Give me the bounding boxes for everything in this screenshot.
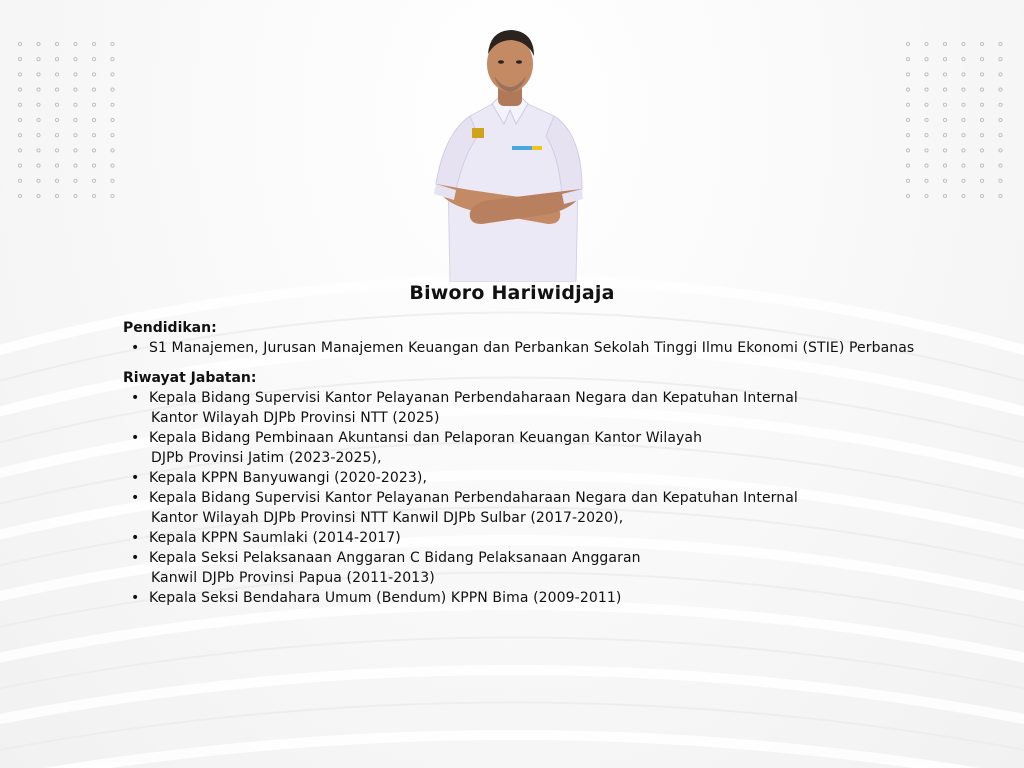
profile-photo [430, 24, 590, 282]
career-item [123, 548, 983, 588]
career-list [123, 388, 983, 608]
career-item [123, 528, 983, 548]
career-item [123, 468, 983, 488]
career-item-line1: Kepala Seksi Pelaksanaan Anggaran C Bidang Pelaksanaan Anggaran [149, 550, 641, 566]
career-item-line1: Kepala Bidang Pembinaan Akuntansi dan Pelaporan Keuangan Kantor Wilayah [149, 430, 703, 446]
career-item [123, 488, 983, 528]
career-item-line2: Kantor Wilayah DJPb Provinsi NTT (2025) [151, 410, 440, 426]
profile-details [123, 318, 983, 608]
career-item-line1: Kepala Seksi Bendahara Umum (Bendum) KPPN Bima (2009-2011) [149, 590, 622, 606]
career-item [123, 588, 983, 608]
career-heading: Riwayat Jabatan: [123, 370, 257, 386]
career-item-line1: Kepala Bidang Supervisi Kantor Pelayanan Perbendaharaan Negara dan Kepatuhan Internal [149, 390, 798, 406]
career-item-line1: Kepala KPPN Saumlaki (2014-2017) [149, 530, 401, 546]
dot-grid-right [904, 40, 1004, 200]
career-item-line2: Kanwil DJPb Provinsi Papua (2011-2013) [151, 570, 435, 586]
education-heading: Pendidikan: [123, 320, 217, 336]
dot-grid-left [16, 40, 116, 200]
career-item-line2: DJPb Provinsi Jatim (2023-2025), [151, 450, 382, 466]
career-item [123, 428, 983, 468]
education-list [123, 338, 983, 358]
education-item: • S1 Manajemen, Jurusan Manajemen Keuangan dan Perbankan Sekolah Tinggi Ilmu Ekonomi (STIE) Perbanas [123, 338, 983, 358]
career-item-line1: Kepala Bidang Supervisi Kantor Pelayanan Perbendaharaan Negara dan Kepatuhan Internal [149, 490, 798, 506]
career-item [123, 388, 983, 428]
profile-name: Biworo Hariwidjaja [409, 282, 615, 304]
career-item-line2: Kantor Wilayah DJPb Provinsi NTT Kanwil DJPb Sulbar (2017-2020), [151, 510, 624, 526]
career-item-line1: Kepala KPPN Banyuwangi (2020-2023), [149, 470, 427, 486]
